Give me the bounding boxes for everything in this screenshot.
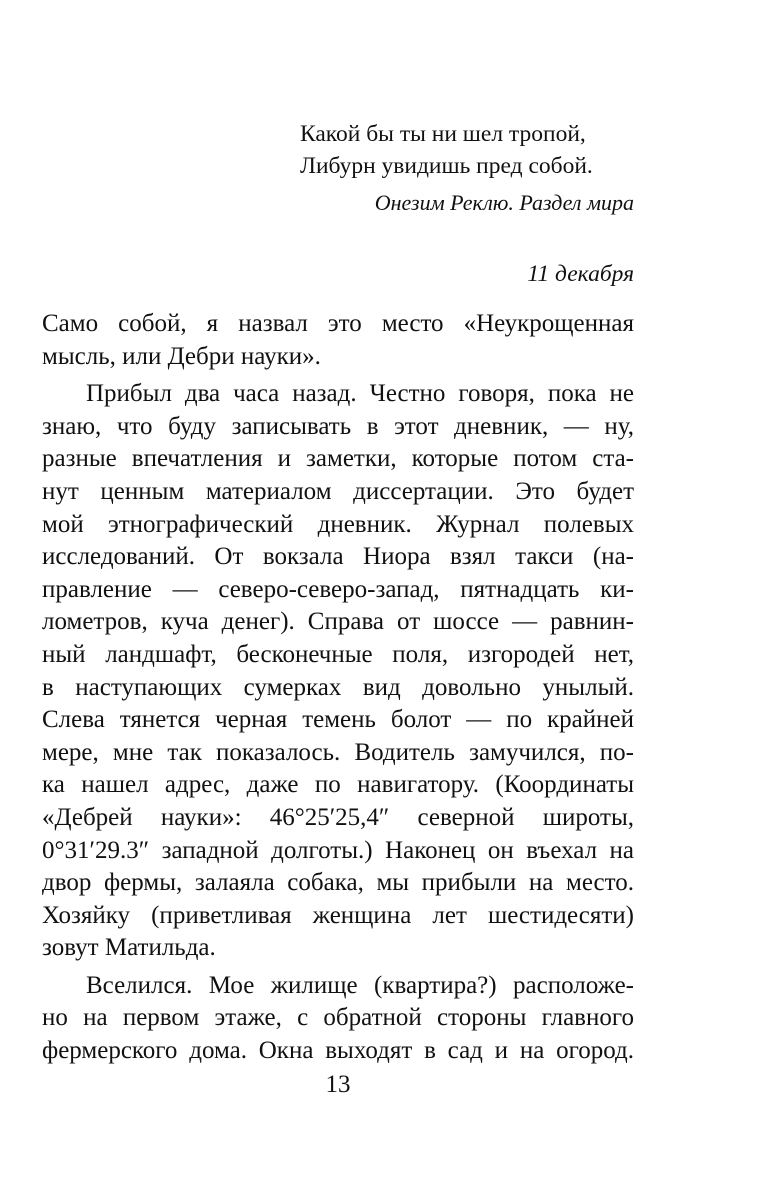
text-line: зовут Матильда. bbox=[42, 934, 216, 962]
text-line: знаю, что буду записывать в этот дневник, — ну, bbox=[42, 412, 634, 440]
epigraph-source: Онезим Реклю. Раздел мира bbox=[374, 190, 634, 215]
paragraph bbox=[42, 970, 634, 1068]
text-line: Слева тянется черная темень болот — по крайней bbox=[42, 706, 634, 734]
text-line: мере, мне так показалось. Водитель замучился, по- bbox=[42, 738, 634, 766]
text-line: нут ценным материалом диссертации. Это будет bbox=[42, 477, 634, 505]
text-line: Вселился. Мое жилище (квартира?) расположе- bbox=[86, 971, 634, 999]
text-line: 0°31′29.3″ западной долготы.) Наконец он въехал на bbox=[42, 836, 634, 864]
text-line: исследований. От вокзала Ниора взял такси (на- bbox=[42, 543, 634, 571]
text-line: ка нашел адрес, даже по навигатору. (Координаты bbox=[42, 771, 634, 799]
body-text bbox=[42, 308, 634, 1068]
text-line: разные впечатления и заметки, которые потом ста- bbox=[42, 445, 634, 473]
text-line: ный ландшафт, бесконечные поля, изгородей нет, bbox=[42, 640, 634, 668]
text-line: Само собой, я назвал это место «Неукрощенная bbox=[42, 310, 634, 337]
epigraph-line: Какой бы ты ни шел тропой, bbox=[300, 121, 586, 147]
text-line: но на первом этаже, с обратной стороны главного bbox=[42, 1004, 634, 1032]
text-line: двор фермы, залаяла собака, мы прибыли на место. bbox=[42, 869, 634, 897]
text-line: правление — северо-северо-запад, пятнадцать ки- bbox=[42, 575, 634, 603]
text-line: мысль, или Дебри науки». bbox=[42, 342, 321, 370]
page-number: 13 bbox=[325, 1071, 351, 1098]
paragraph bbox=[42, 378, 634, 965]
text-line: в наступающих сумерках вид довольно унылый. bbox=[42, 673, 634, 701]
text-line: «Дебрей науки»: 46°25′25,4″ северной широты, bbox=[42, 803, 634, 831]
epigraph bbox=[300, 118, 634, 218]
epigraph-line: Либурн увидишь пред собой. bbox=[300, 153, 593, 179]
text-line: лометров, куча денег). Справа от шоссе — равнин- bbox=[42, 608, 634, 636]
text-line: фермерского дома. Окна выходят в сад и на огород. bbox=[42, 1037, 634, 1065]
text-line: мой этнографический дневник. Журнал полевых bbox=[42, 510, 634, 538]
diary-date: 11 декабря bbox=[527, 261, 634, 287]
text-line: Прибыл два часа назад. Честно говоря, пока не bbox=[86, 380, 634, 408]
paragraph bbox=[42, 308, 634, 373]
text-line: Хозяйку (приветливая женщина лет шестидесяти) bbox=[42, 901, 634, 929]
